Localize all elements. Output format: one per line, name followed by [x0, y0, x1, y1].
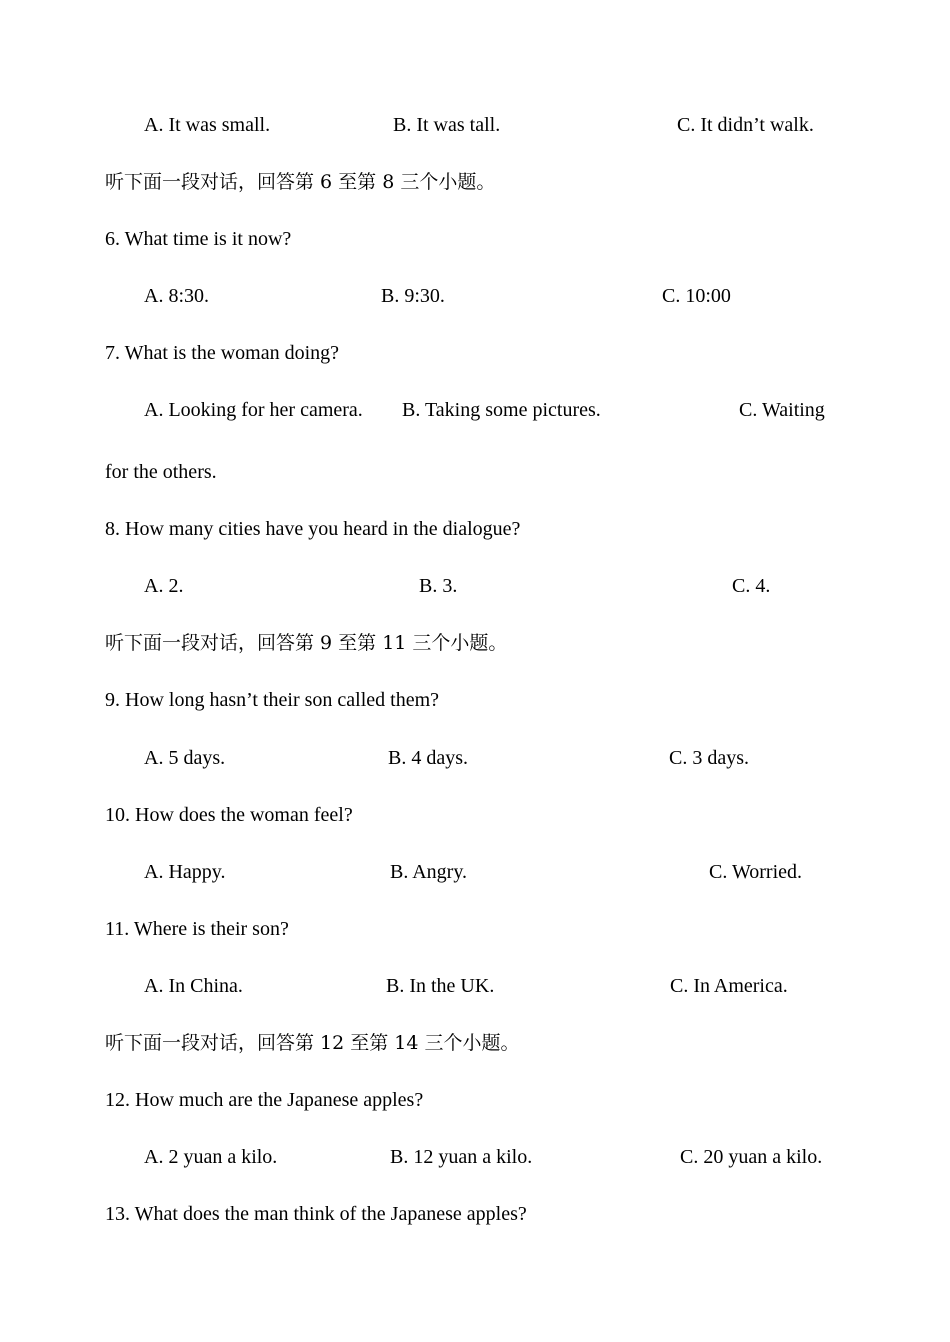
q11-option-a: A. In China.	[144, 975, 243, 997]
q12-option-b: B. 12 yuan a kilo.	[390, 1146, 533, 1168]
question-12: 12. How much are the Japanese apples?	[105, 1089, 424, 1111]
q12-option-c: C. 20 yuan a kilo.	[680, 1146, 823, 1168]
q7-option-c: C. Waiting	[739, 399, 825, 421]
question-6: 6. What time is it now?	[105, 228, 292, 250]
q7-option-b: B. Taking some pictures.	[402, 399, 601, 421]
q11-option-c: C. In America.	[670, 975, 788, 997]
question-10: 10. How does the woman feel?	[105, 804, 353, 826]
q6-option-b: B. 9:30.	[381, 285, 445, 307]
q10-option-a: A. Happy.	[144, 861, 226, 883]
question-13: 13. What does the man think of the Japanese apples?	[105, 1203, 527, 1225]
q9-option-a: A. 5 days.	[144, 747, 226, 769]
q5-option-c: C. It didn’t walk.	[677, 114, 814, 136]
q6-option-a: A. 8:30.	[144, 285, 209, 307]
q7-option-a: A. Looking for her camera.	[144, 399, 363, 421]
q9-option-b: B. 4 days.	[388, 747, 468, 769]
question-7: 7. What is the woman doing?	[105, 342, 340, 364]
section-instruction-6-8: 听下面一段对话，回答第 6 至第 8 三个小题。	[105, 171, 496, 193]
question-8: 8. How many cities have you heard in the dialogue?	[105, 518, 521, 540]
q8-option-b: B. 3.	[419, 575, 458, 597]
q5-option-b: B. It was tall.	[393, 114, 501, 136]
q8-option-c: C. 4.	[732, 575, 771, 597]
q7-option-c-continued: for the others.	[105, 461, 217, 483]
q6-option-c: C. 10:00	[662, 285, 731, 307]
q9-option-c: C. 3 days.	[669, 747, 749, 769]
section-instruction-12-14: 听下面一段对话，回答第 12 至第 14 三个小题。	[105, 1032, 520, 1054]
q5-option-a: A. It was small.	[144, 114, 271, 136]
section-instruction-9-11: 听下面一段对话，回答第 9 至第 11 三个小题。	[105, 632, 508, 654]
q8-option-a: A. 2.	[144, 575, 184, 597]
question-9: 9. How long hasn’t their son called them?	[105, 689, 440, 711]
q10-option-c: C. Worried.	[709, 861, 803, 883]
question-11: 11. Where is their son?	[105, 918, 289, 940]
q11-option-b: B. In the UK.	[386, 975, 495, 997]
q10-option-b: B. Angry.	[390, 861, 468, 883]
q12-option-a: A. 2 yuan a kilo.	[144, 1146, 278, 1168]
